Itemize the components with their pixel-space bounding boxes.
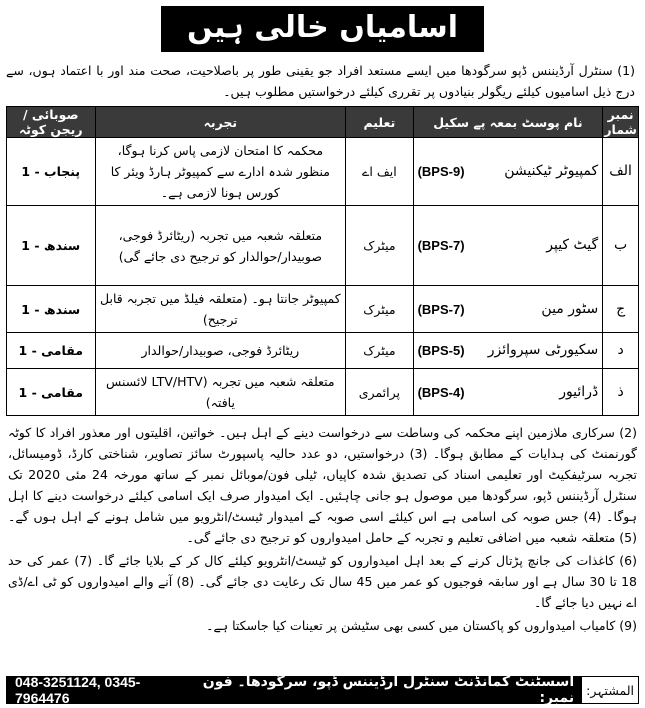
phone-numbers: 048-3251124, 0345-7964476 (15, 674, 141, 706)
row-post (413, 138, 603, 206)
row-quota: مقامی - 1 (7, 333, 96, 369)
table-row (7, 333, 639, 369)
pay-scale: (BPS-9) (417, 164, 465, 179)
row-post (413, 333, 603, 369)
table-row (7, 286, 639, 333)
post-name: کمپیوٹر ٹیکنیشن (504, 163, 599, 179)
advertiser-box (7, 674, 582, 706)
row-quota: پنجاب - 1 (7, 138, 96, 206)
row-serial: د (603, 333, 639, 369)
header-education: تعلیم (346, 107, 413, 138)
intro-paragraph: (1) سنٹرل آرڈیننس ڈپو سرگودھا میں ایسے مستعد افراد جو یقینی طور پر باصلاحیت، صحت مند اور با اعتماد ہوں، سے درج ذیل اسامیوں کیلئے ریگولر بنیادوں پر تقرری کیلئے درخواستیں مطلوب ہیں۔ (6, 63, 635, 99)
row-serial: ذ (603, 369, 639, 416)
post-name: سکیورٹی سپروائزر (487, 342, 599, 358)
row-education: میٹرک (346, 206, 413, 286)
row-education: پرائمری (346, 369, 413, 416)
table-row (7, 206, 639, 286)
advertiser-name: اسسٹنٹ کمانڈنٹ سنٹرل آرڈیننس ڈپو، سرگودھا۔ فون نمبر: (202, 674, 575, 706)
conditions-paragraph: (9) کامیاب امیدواروں کو پاکستان میں کسی بھی سٹیشن پر تعینات کیا جاسکتا ہے۔ (206, 618, 637, 633)
conditions-section (6, 422, 639, 636)
row-post (413, 369, 603, 416)
posts-table (6, 106, 639, 416)
pay-scale: (BPS-7) (417, 301, 465, 317)
header-experience: تجربہ (95, 107, 346, 138)
advertiser-label: المشتہر: (586, 682, 634, 698)
table-header-row (7, 107, 639, 138)
row-serial: الف (603, 138, 639, 206)
row-serial: ج (603, 286, 639, 333)
table-row (7, 369, 639, 416)
row-education: میٹرک (346, 333, 413, 369)
header-post: نام پوسٹ بمعہ پے سکیل (413, 107, 603, 138)
row-experience: ریٹائرڈ فوجی، صوبیدار/حوالدار (95, 333, 346, 369)
row-experience: محکمہ کا امتحان لازمی پاس کرنا ہوگا، منظور شدہ ادارے سے کمپیوٹر ہارڈ ویئر کا کورس ہونا لازمی ہے۔ (95, 138, 346, 206)
post-name: ڈرائیور (559, 383, 599, 400)
post-name: گیٹ کیپر (546, 237, 599, 253)
title-bar (6, 6, 639, 52)
row-post (413, 206, 603, 286)
conditions-paragraph: (6) کاغذات کی جانچ پڑتال کرنے کے بعد اہل امیدواروں کو ٹیسٹ/انٹرویو کیلئے کال کر کے بلایا جائے گا۔ (7) عمر کی حد 18 تا 30 سال ہے اور سابقہ فوجیوں کو عمر میں 45 سال تک رعایت دی جائے گی۔ (8) آنے والے امیدواروں کو ٹی اے/ڈی اے نہیں دیا جائے گا۔ (8, 553, 637, 610)
pay-scale: (BPS-4) (417, 384, 465, 400)
row-experience: متعلقہ شعبہ میں تجربہ (LTV/HTV لائسنس یافتہ) (95, 369, 346, 416)
row-post (413, 286, 603, 333)
pay-scale: (BPS-5) (417, 343, 465, 358)
row-quota: مقامی - 1 (7, 369, 96, 416)
row-education: میٹرک (346, 286, 413, 333)
pay-scale: (BPS-7) (417, 238, 465, 253)
conditions-paragraph: (2) سرکاری ملازمین اپنے محکمہ کی وساطت سے درخواست دینے کے اہل ہیں۔ خواتین، اقلیتوں اور معذور افراد کا کوٹہ گورنمنٹ کی ہدایات کے مطابق ہوگا۔ (3) درخواستیں، دو عدد حالیہ پاسپورٹ سائز تصاویر، شناختی کارڈ، ڈومیسائل، تجربہ سرٹیفکیٹ اور تعلیمی اسناد کی تصدیق شدہ کاپیاں، ٹیلی فون/موبائل نمبر کے ساتھ مورخہ 24 مئی 2020 تک سنٹرل آرڈیننس ڈپو، سرگودھا میں موصول ہو جانی چاہئیں۔ ایک امیدوار صرف ایک اسامی کیلئے درخواست دینے کا اہل ہوگا۔ (4) جس صوبہ کی اسامی ہے اس کیلئے اسی صوبہ کے امیدوار ٹیسٹ/انٹرویو میں شامل ہونے کے اہل ہوں گے۔ (5) متعلقہ شعبہ میں اضافی تعلیم و تجربہ کے حامل امیدواروں کو ترجیح دی جائے گی۔ (8, 425, 638, 545)
post-name: سٹور مین (541, 300, 599, 317)
advertiser-footer (6, 676, 639, 704)
row-experience: کمپیوٹر جانتا ہو۔ (متعلقہ فیلڈ میں تجربہ قابل ترجیح) (95, 286, 346, 333)
row-serial: ب (603, 206, 639, 286)
table-row (7, 138, 639, 206)
row-quota: سندھ - 1 (7, 206, 96, 286)
row-quota: سندھ - 1 (7, 286, 96, 333)
page-title: اسامیاں خالی ہیں (161, 6, 484, 52)
header-quota: صوبائی / ریجن کوٹہ (7, 107, 96, 138)
row-education: ایف اے (346, 138, 413, 206)
row-experience: متعلقہ شعبہ میں تجربہ (ریٹائرڈ فوجی، صوبیدار/حوالدار کو ترجیح دی جائے گی) (95, 206, 346, 286)
header-serial: نمبر شمار (604, 107, 637, 137)
